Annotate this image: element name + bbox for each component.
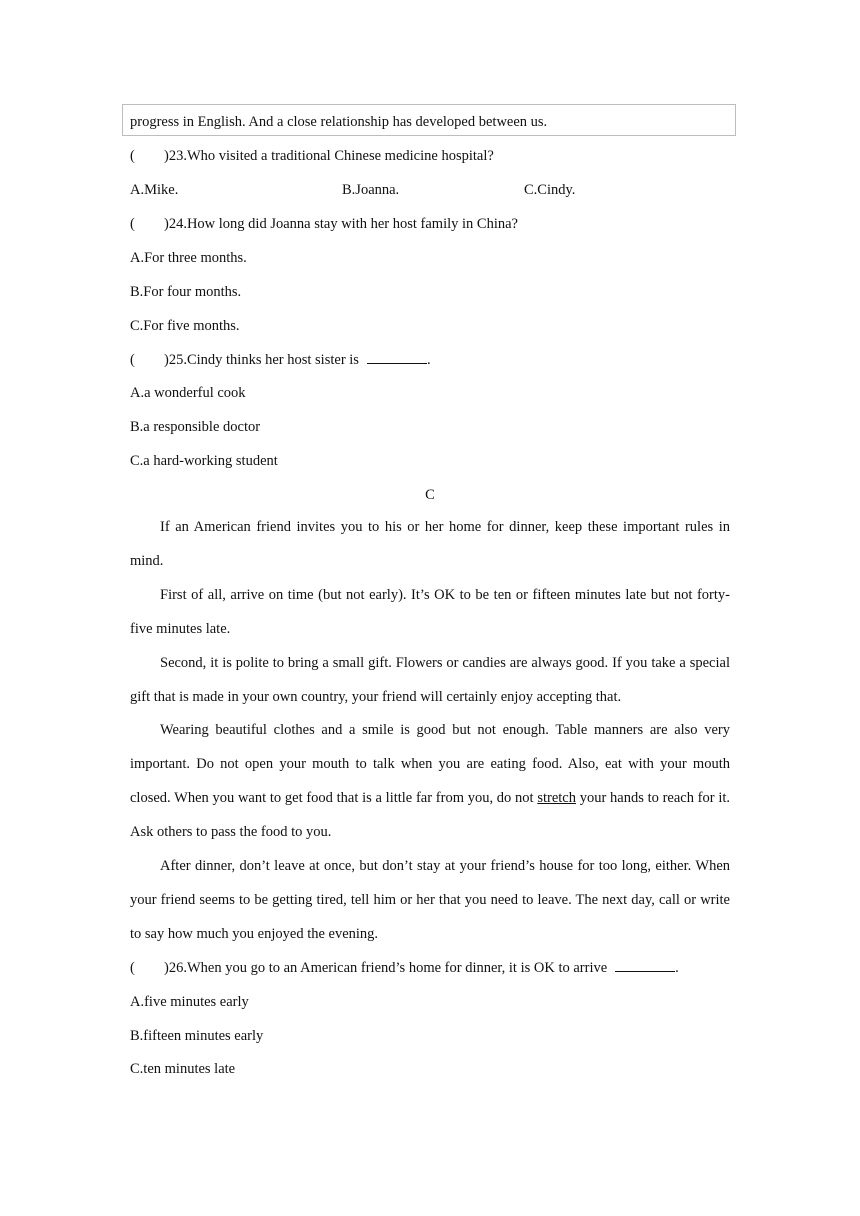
underlined-word: stretch — [537, 790, 576, 806]
question-end: . — [675, 960, 679, 976]
option-a: A.five minutes early — [130, 994, 249, 1010]
option-a: A.Mike. — [130, 182, 179, 198]
passage-paragraph-1: If an American friend invites you to his or her home for dinner, keep these important rules in mind. — [130, 519, 730, 569]
option-b: B.fifteen minutes early — [130, 1028, 264, 1044]
question-text: )24.How long did Joanna stay with her host family in China? — [164, 216, 518, 232]
section-heading: C — [425, 487, 435, 503]
option-c: C.Cindy. — [524, 182, 576, 198]
option-a: A.For three months. — [130, 250, 247, 266]
question-25 — [130, 350, 431, 370]
question-26 — [130, 958, 679, 978]
passage-paragraph-2: First of all, arrive on time (but not early). It’s OK to be ten or fifteen minutes late but not forty-five minutes late. — [130, 587, 730, 637]
passage-paragraph-3: Second, it is polite to bring a small gift. Flowers or candies are always good. If you take a special gift that is made in your own country, your friend will certainly enjoy accepting that. — [130, 655, 730, 705]
paragraph-text: your hands to reach for it. Ask others to pass the food to you. — [130, 790, 731, 840]
option-c: C.For five months. — [130, 318, 240, 334]
question-24 — [130, 214, 518, 234]
question-end: . — [426, 352, 431, 368]
option-b: B.Joanna. — [342, 182, 400, 198]
answer-paren: ( — [130, 148, 135, 164]
question-text: )25.Cindy thinks her host sister is — [164, 352, 359, 368]
passage-continuation-box — [122, 104, 736, 136]
passage-paragraph-4 — [130, 713, 730, 849]
answer-paren: ( — [130, 216, 135, 232]
box-text: progress in English. And a close relationship has developed between us. — [130, 114, 548, 130]
answer-paren: ( — [130, 352, 135, 368]
option-b: B.a responsible doctor — [130, 419, 261, 435]
option-c: C.ten minutes late — [130, 1061, 236, 1077]
question-text: )23.Who visited a traditional Chinese medicine hospital? — [164, 148, 494, 164]
option-b: B.For four months. — [130, 284, 242, 300]
answer-blank — [367, 351, 427, 364]
answer-paren: ( — [130, 960, 135, 976]
answer-blank — [615, 959, 675, 972]
option-c: C.a hard-working student — [130, 453, 278, 469]
question-text: )26.When you go to an American friend’s home for dinner, it is OK to arrive — [164, 960, 608, 976]
option-a: A.a wonderful cook — [130, 385, 246, 401]
question-23 — [130, 146, 494, 166]
passage-paragraph-5: After dinner, don’t leave at once, but don’t stay at your friend’s house for too long, either. When your friend seems to be getting tired, tell him or her that you need to leave. The next day, call or write to say how much you enjoyed the evening. — [130, 858, 730, 942]
paragraph-text: Wearing beautiful clothes and a smile is good but not enough. Table manners are also very important. Do not open your mouth to talk when you are eating food. Also, eat with your mouth closed. When you want to get food that is a little far from you, do not — [130, 722, 730, 806]
